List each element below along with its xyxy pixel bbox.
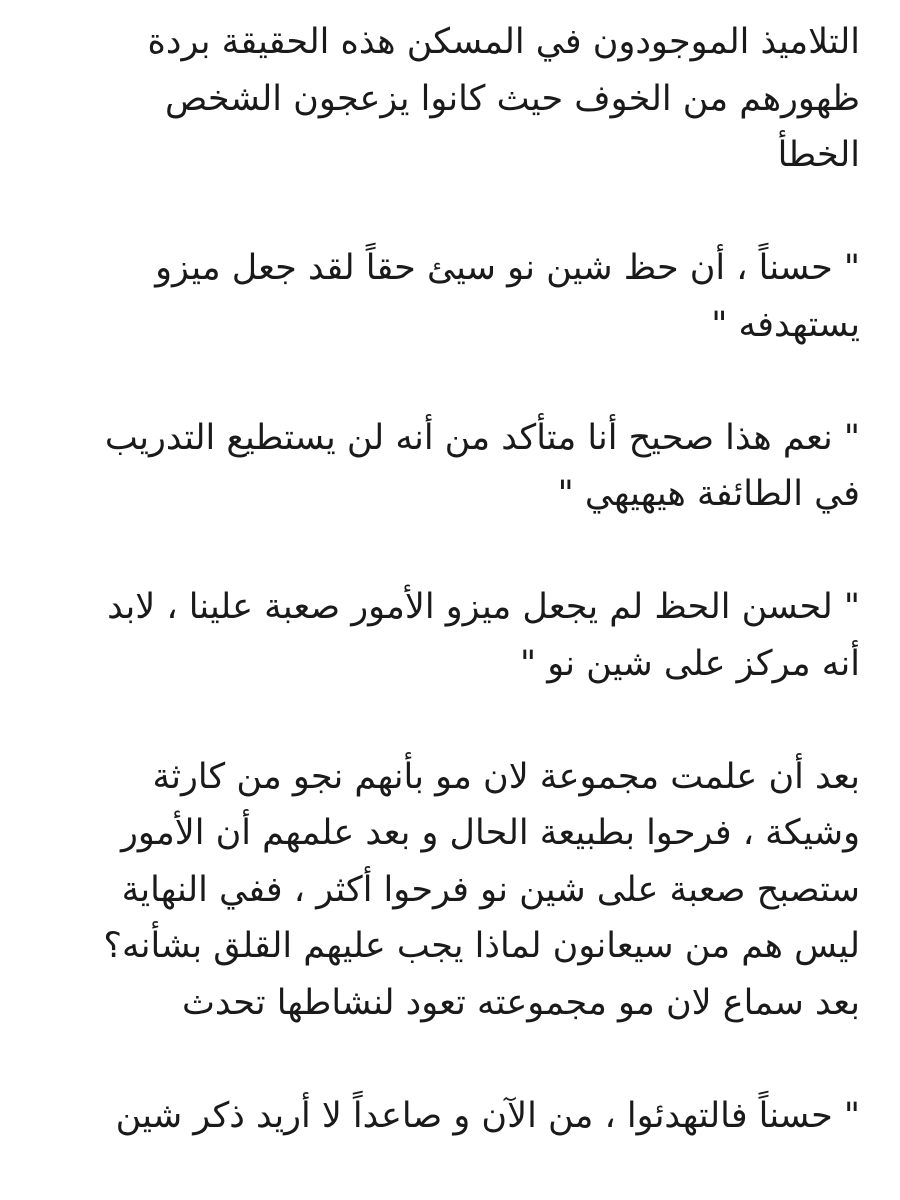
text-line: التلاميذ الموجودون في المسكن هذه الحقيقة بردة <box>147 22 860 62</box>
text-line: " نعم هذا صحيح أنا متأكد من أنه لن يستطيع التدريب <box>104 417 860 458</box>
paragraph-2 <box>40 240 860 353</box>
text-line: وشيكة ، فرحوا بطبيعة الحال و بعد علمهم أن الأمور <box>121 813 860 853</box>
text-line: ستصبح صعبة على شين نو فرحوا أكثر ، ففي النهاية <box>121 869 860 910</box>
text-line: الخطأ <box>777 135 860 175</box>
text-line: بعد أن علمت مجموعة لان مو بأنهم نجو من كارثة <box>152 756 860 797</box>
paragraph-6 <box>40 1088 860 1145</box>
text-line: أنه مركز على شين نو " <box>520 643 860 684</box>
paragraph-5 <box>40 749 860 1032</box>
paragraph-4 <box>40 579 860 692</box>
text-line: بعد سماع لان مو مجموعته تعود لنشاطها تحدث <box>181 982 860 1023</box>
text-line: يستهدفه " <box>711 304 860 345</box>
text-line: " حسناً ، أن حظ شين نو سيئ حقاً لقد جعل ميزو <box>155 248 860 288</box>
text-line: " حسناً فالتهدئوا ، من الآن و صاعداً لا أريد ذكر شين <box>115 1095 860 1136</box>
paragraph-3 <box>40 410 860 523</box>
text-line: ظهورهم من الخوف حيث كانوا يزعجون الشخص <box>164 78 860 119</box>
paragraph-1 <box>40 14 860 184</box>
text-line: ليس هم من سيعانون لماذا يجب عليهم القلق بشأنه؟ <box>103 926 860 966</box>
text-line: " لحسن الحظ لم يجعل ميزو الأمور صعبة علينا ، لابد <box>107 587 860 627</box>
text-line: في الطائفة هيهيهي " <box>557 474 860 514</box>
